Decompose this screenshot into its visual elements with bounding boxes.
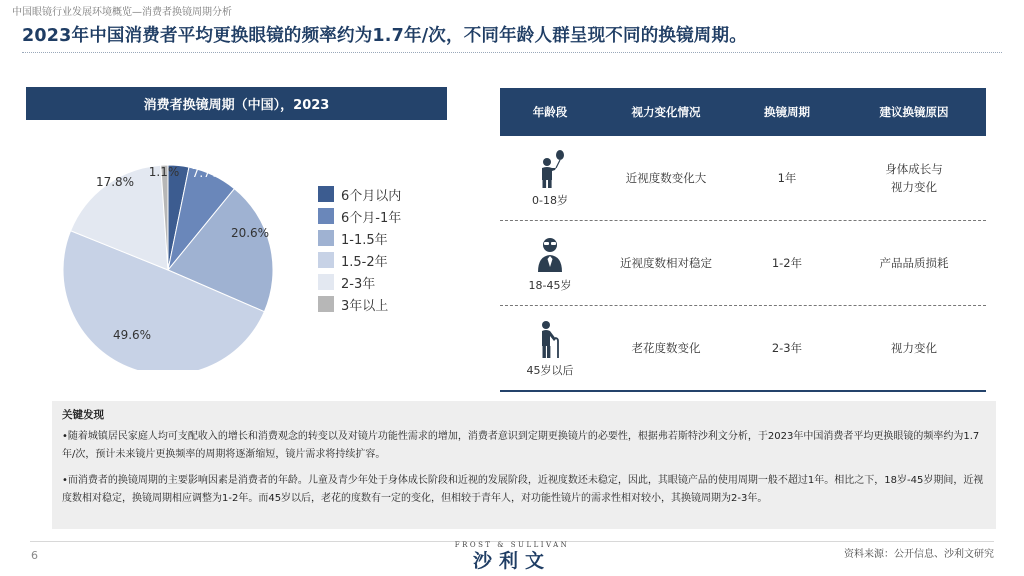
finding-paragraph: •随着城镇居民家庭人均可支配收入的增长和消费观念的转变以及对镜片功能性需求的增加，消费者意识到定期更换镜片的必要性，根据弗若斯特沙利文分析，于2023年中国消费者平均更换眼镜的频率约为1.7年/次，预计未来镜片更换频率的周期将逐渐缩短，镜片需求将持续扩容。 [62,431,980,460]
table-row [500,136,986,221]
legend-label: 2-3年 [341,276,376,292]
key-findings-title: 关键发现 [62,409,104,421]
vision-cell: 近视度数变化大 [625,171,707,185]
reason-line: 身体成长与 [885,162,943,176]
pie-data-label: 7.7% [191,166,223,180]
legend-item [318,249,401,271]
page-title: 2023年中国消费者平均更换眼镜的频率约为1.7年/次，不同年龄人群呈现不同的换镜周期。 [22,26,747,46]
reason-cell [842,254,986,272]
breadcrumb: 中国眼镜行业发展环境概览—消费者换镜周期分析 [12,7,232,18]
legend-label: 6个月-1年 [341,210,402,226]
age-label: 0-18岁 [532,193,568,207]
finding-paragraph: •而消费者的换镜周期的主要影响因素是消费者的年龄。儿童及青少年处于身体成长阶段和近视的发展阶段，近视度数还未稳定，因此，其眼镜产品的使用周期一般不超过1年。相比之下，18岁-45岁期间，近视度数相对稳定，换镜周期相应调整为1-2年。而45岁以后，老花的度数有一定的变化，但相较于青年人，对功能性镜片的需求性相对较小，其换镜周期为2-3年。 [62,475,984,504]
legend-label: 3年以上 [341,298,389,314]
legend-item [318,183,401,205]
age-cell [500,149,600,208]
pie-data-label: 17.8% [95,175,135,189]
pie-chart [0,120,310,370]
age-cell [500,234,600,293]
vision-cell: 老花度数变化 [631,341,701,355]
legend-swatch [318,230,334,246]
age-cell [500,319,600,378]
key-findings-box [52,401,996,529]
pie-data-label: 3.2% [160,151,192,165]
legend-swatch [318,208,334,224]
legend-label: 6个月以内 [341,188,402,204]
reason-cell [842,160,986,196]
pie-data-label: 49.6% [112,328,152,342]
reason-line: 产品品质损耗 [879,256,949,270]
page-number: 6 [31,549,38,562]
legend-item [318,293,401,315]
reason-cell [842,339,986,357]
legend-swatch [318,186,334,202]
legend-item [318,271,401,293]
header-period: 换镜周期 [764,105,810,119]
legend-item [318,227,401,249]
pie-data-label: 20.6% [230,226,270,240]
age-label: 18-45岁 [528,278,572,292]
reason-line: 视力变化 [891,341,937,355]
legend-label: 1.5-2年 [341,254,388,270]
child-with-balloon-icon [532,149,568,189]
legend-swatch [318,274,334,290]
replacement-cycle-table [500,88,986,392]
age-label: 45岁以后 [526,363,574,377]
vision-cell: 近视度数相对稳定 [620,256,712,270]
chart-legend [318,183,401,315]
logo-wordmark: FROST & SULLIVAN [454,541,570,549]
header-age: 年龄段 [532,105,568,119]
table-row [500,306,986,392]
header-reason: 建议换镜原因 [879,105,949,119]
reason-line: 视力变化 [891,180,937,194]
legend-label: 1-1.5年 [341,232,388,248]
legend-swatch [318,296,334,312]
logo-chinese-name: 沙利文 [472,550,551,572]
chart-title: 消费者换镜周期（中国），2023 [26,87,447,120]
legend-swatch [318,252,334,268]
elderly-with-cane-icon [532,319,568,359]
period-cell: 1-2年 [771,256,803,270]
company-logo [446,541,578,573]
pie-data-label: 1.1% [148,165,180,179]
period-cell: 2-3年 [771,341,803,355]
header-vision: 视力变化情况 [631,105,701,119]
source-note: 资料来源：公开信息、沙利文研究 [844,549,994,560]
header-divider [22,52,1002,53]
table-header [500,88,986,136]
period-cell: 1年 [777,171,797,185]
adult-with-tie-icon [532,234,568,274]
legend-item [318,205,401,227]
table-row [500,221,986,306]
